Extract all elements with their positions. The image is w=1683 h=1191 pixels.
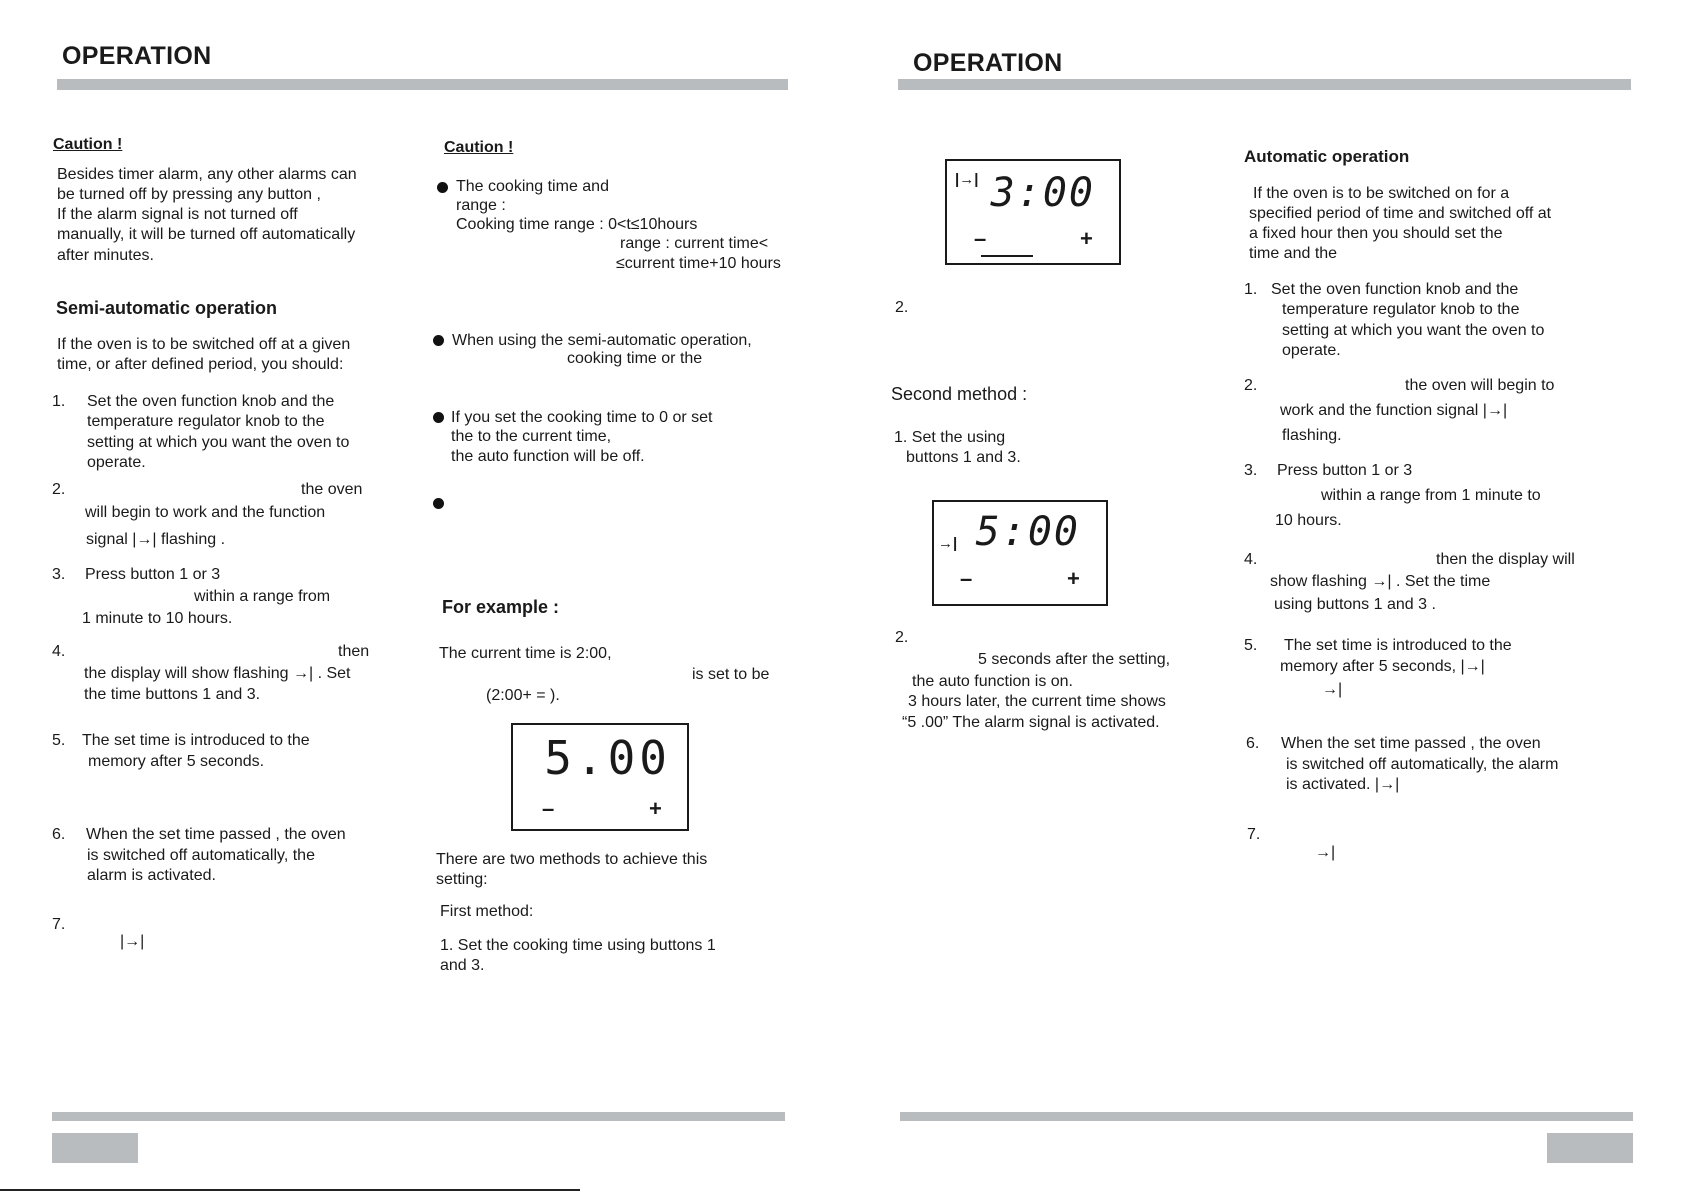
auto-step2-line: work and the function signal |→| xyxy=(1280,402,1508,419)
step3-line: Press button 1 or 3 xyxy=(85,566,221,583)
step-number: 1. xyxy=(52,393,66,410)
lcd-underline xyxy=(981,255,1033,257)
sm-step2-line: the auto function is on. xyxy=(912,673,1073,690)
minus-icon: – xyxy=(960,566,973,591)
sm-step2-line: 3 hours later, the current time shows xyxy=(908,693,1166,710)
step-number: 2. xyxy=(895,629,909,646)
right-footer-bar xyxy=(900,1112,1633,1121)
caution-line: Besides timer alarm, any other alarms can xyxy=(57,166,357,183)
auto-heading: Automatic operation xyxy=(1244,147,1410,166)
lcd2-value: 5:00 xyxy=(975,509,1080,555)
auto-step4-line: show flashing →| . Set the time xyxy=(1270,573,1491,590)
step-number: 7. xyxy=(52,916,66,933)
bullet-dot xyxy=(433,412,444,423)
bullet3-line: the auto function will be off. xyxy=(451,448,645,465)
step6-line: alarm is activated. xyxy=(87,867,216,884)
lcd-display-1 xyxy=(945,159,1121,265)
bullet1-line: Cooking time range : 0<t≤10hours xyxy=(456,216,698,233)
methods-line: setting: xyxy=(436,871,488,888)
semi-intro-line: time, or after defined period, you should: xyxy=(57,356,344,373)
second-method-label: Second method : xyxy=(891,384,1028,404)
auto-step6-line: When the set time passed , the oven xyxy=(1281,735,1541,752)
bullet-dot xyxy=(433,335,444,346)
bullet1-line: range : current time< xyxy=(620,235,769,252)
auto-step4-line: using buttons 1 and 3 . xyxy=(1274,596,1436,613)
auto-step1-line: temperature regulator knob to the xyxy=(1282,301,1520,318)
example-line: is set to be xyxy=(692,666,770,683)
auto-step1-line: Set the oven function knob and the xyxy=(1271,281,1519,298)
step-number: 2. xyxy=(52,481,66,498)
step1-line: Set the oven function knob and the xyxy=(87,393,335,410)
auto-step3-line: Press button 1 or 3 xyxy=(1277,462,1413,479)
plus-icon: + xyxy=(1080,226,1093,251)
methods-line: There are two methods to achieve this xyxy=(436,851,708,868)
second-method-step1: buttons 1 and 3. xyxy=(906,449,1021,466)
step5-line: memory after 5 seconds. xyxy=(88,753,265,770)
sm-step2-line: 5 seconds after the setting, xyxy=(978,651,1171,668)
plus-icon: + xyxy=(1067,566,1080,591)
step-number: 4. xyxy=(1244,551,1258,568)
step2-line: will begin to work and the function xyxy=(85,504,326,521)
bullet3-line: the to the current time, xyxy=(451,428,612,445)
timer-start-icon: |→| xyxy=(955,171,979,188)
auto-intro-line: time and the xyxy=(1249,245,1338,262)
caution-heading-1: Caution ! xyxy=(53,136,123,153)
example-line: (2:00+ = ). xyxy=(486,687,560,704)
bullet2-line: When using the semi-automatic operation, xyxy=(452,332,752,349)
bullet1-line: The cooking time and xyxy=(456,178,609,195)
semi-intro-line: If the oven is to be switched off at a given xyxy=(57,336,351,353)
auto-step2-line: flashing. xyxy=(1282,427,1342,444)
step1-line: temperature regulator knob to the xyxy=(87,413,325,430)
step-number: 5. xyxy=(1244,637,1258,654)
step-number: 7. xyxy=(1247,826,1261,843)
auto-step5-line: →| xyxy=(1322,681,1343,698)
step6-line: is switched off automatically, the xyxy=(87,847,315,864)
step5-line: The set time is introduced to the xyxy=(82,732,310,749)
step4-line: the time buttons 1 and 3. xyxy=(84,686,261,703)
minus-icon: – xyxy=(974,226,987,251)
step-number: 4. xyxy=(52,643,66,660)
auto-step3-line: within a range from 1 minute to xyxy=(1321,487,1541,504)
caution-line: after minutes. xyxy=(57,247,154,264)
lcd1-value: 3:00 xyxy=(990,170,1095,216)
bullet1-line: ≤current time+10 hours xyxy=(616,255,781,272)
left-header-bar xyxy=(57,79,788,90)
semi-auto-heading: Semi-automatic operation xyxy=(56,298,278,318)
bullet-dot xyxy=(437,182,448,193)
step3-line: 1 minute to 10 hours. xyxy=(82,610,233,627)
auto-step5-line: The set time is introduced to the xyxy=(1284,637,1512,654)
caution-line: manually, it will be turned off automatically xyxy=(57,226,356,243)
lcd-display-example xyxy=(511,723,689,831)
step6-line: When the set time passed , the oven xyxy=(86,826,346,843)
auto-intro-line: a fixed hour then you should set the xyxy=(1249,225,1503,242)
step-number: 5. xyxy=(52,732,66,749)
step1-line: setting at which you want the oven to xyxy=(87,434,350,451)
example-heading: For example : xyxy=(442,597,560,617)
auto-step6-line: is activated. |→| xyxy=(1286,776,1400,793)
auto-step2-line: the oven will begin to xyxy=(1405,377,1555,394)
lcd-value: 5.00 xyxy=(544,731,671,785)
step-number: 6. xyxy=(1246,735,1260,752)
step-number: 3. xyxy=(52,566,66,583)
auto-step1-line: setting at which you want the oven to xyxy=(1282,322,1545,339)
caution-line: be turned off by pressing any button , xyxy=(57,186,321,203)
step3-line: within a range from xyxy=(194,588,331,605)
caution-heading-2: Caution ! xyxy=(444,139,514,156)
plus-icon: + xyxy=(649,796,662,821)
step-number: 2. xyxy=(1244,377,1258,394)
timer-end-icon: |→| xyxy=(120,933,145,950)
left-page-title: OPERATION xyxy=(62,42,212,70)
bullet-dot xyxy=(433,498,444,509)
bullet1-line: range : xyxy=(456,197,506,214)
left-footer-bar xyxy=(52,1112,785,1121)
auto-step6-line: is switched off automatically, the alarm xyxy=(1286,756,1559,773)
step-number: 6. xyxy=(52,826,66,843)
auto-step1-line: operate. xyxy=(1282,342,1341,359)
second-method-step1: 1. Set the using xyxy=(894,429,1006,446)
bullet2-line: cooking time or the xyxy=(567,350,703,367)
auto-step3-line: 10 hours. xyxy=(1275,512,1342,529)
bullet3-line: If you set the cooking time to 0 or set xyxy=(451,409,713,426)
step-number: 2. xyxy=(895,299,909,316)
first-method-step: 1. Set the cooking time using buttons 1 xyxy=(440,937,716,954)
first-method-step: and 3. xyxy=(440,957,485,974)
step2-line: the oven xyxy=(301,481,363,498)
caution-line: If the alarm signal is not turned off xyxy=(57,206,298,223)
sm-step2-line: “5 .00” The alarm signal is activated. xyxy=(902,714,1160,731)
step4-line: the display will show flashing →| . Set xyxy=(84,665,351,682)
timer-arrow-icon: →| xyxy=(938,535,958,552)
first-method-label: First method: xyxy=(440,903,534,920)
auto-step5-line: memory after 5 seconds, |→| xyxy=(1280,658,1485,675)
step4-line: then xyxy=(338,643,370,660)
auto-step4-line: then the display will xyxy=(1436,551,1575,568)
lcd-display-2 xyxy=(932,500,1108,606)
step-number: 3. xyxy=(1244,462,1258,479)
auto-intro-line: specified period of time and switched off at xyxy=(1249,205,1552,222)
right-page-number-tab xyxy=(1547,1133,1633,1163)
timer-arrow-icon: →| xyxy=(1315,844,1336,861)
step1-line: operate. xyxy=(87,454,146,471)
right-header-bar xyxy=(898,79,1631,90)
example-line: The current time is 2:00, xyxy=(439,645,612,662)
right-page-title: OPERATION xyxy=(913,49,1063,77)
auto-intro-line: If the oven is to be switched on for a xyxy=(1253,185,1510,202)
minus-icon: – xyxy=(542,796,555,821)
step2-line: signal |→| flashing . xyxy=(86,531,226,548)
left-page-number-tab xyxy=(52,1133,138,1163)
step-number: 1. xyxy=(1244,281,1258,298)
